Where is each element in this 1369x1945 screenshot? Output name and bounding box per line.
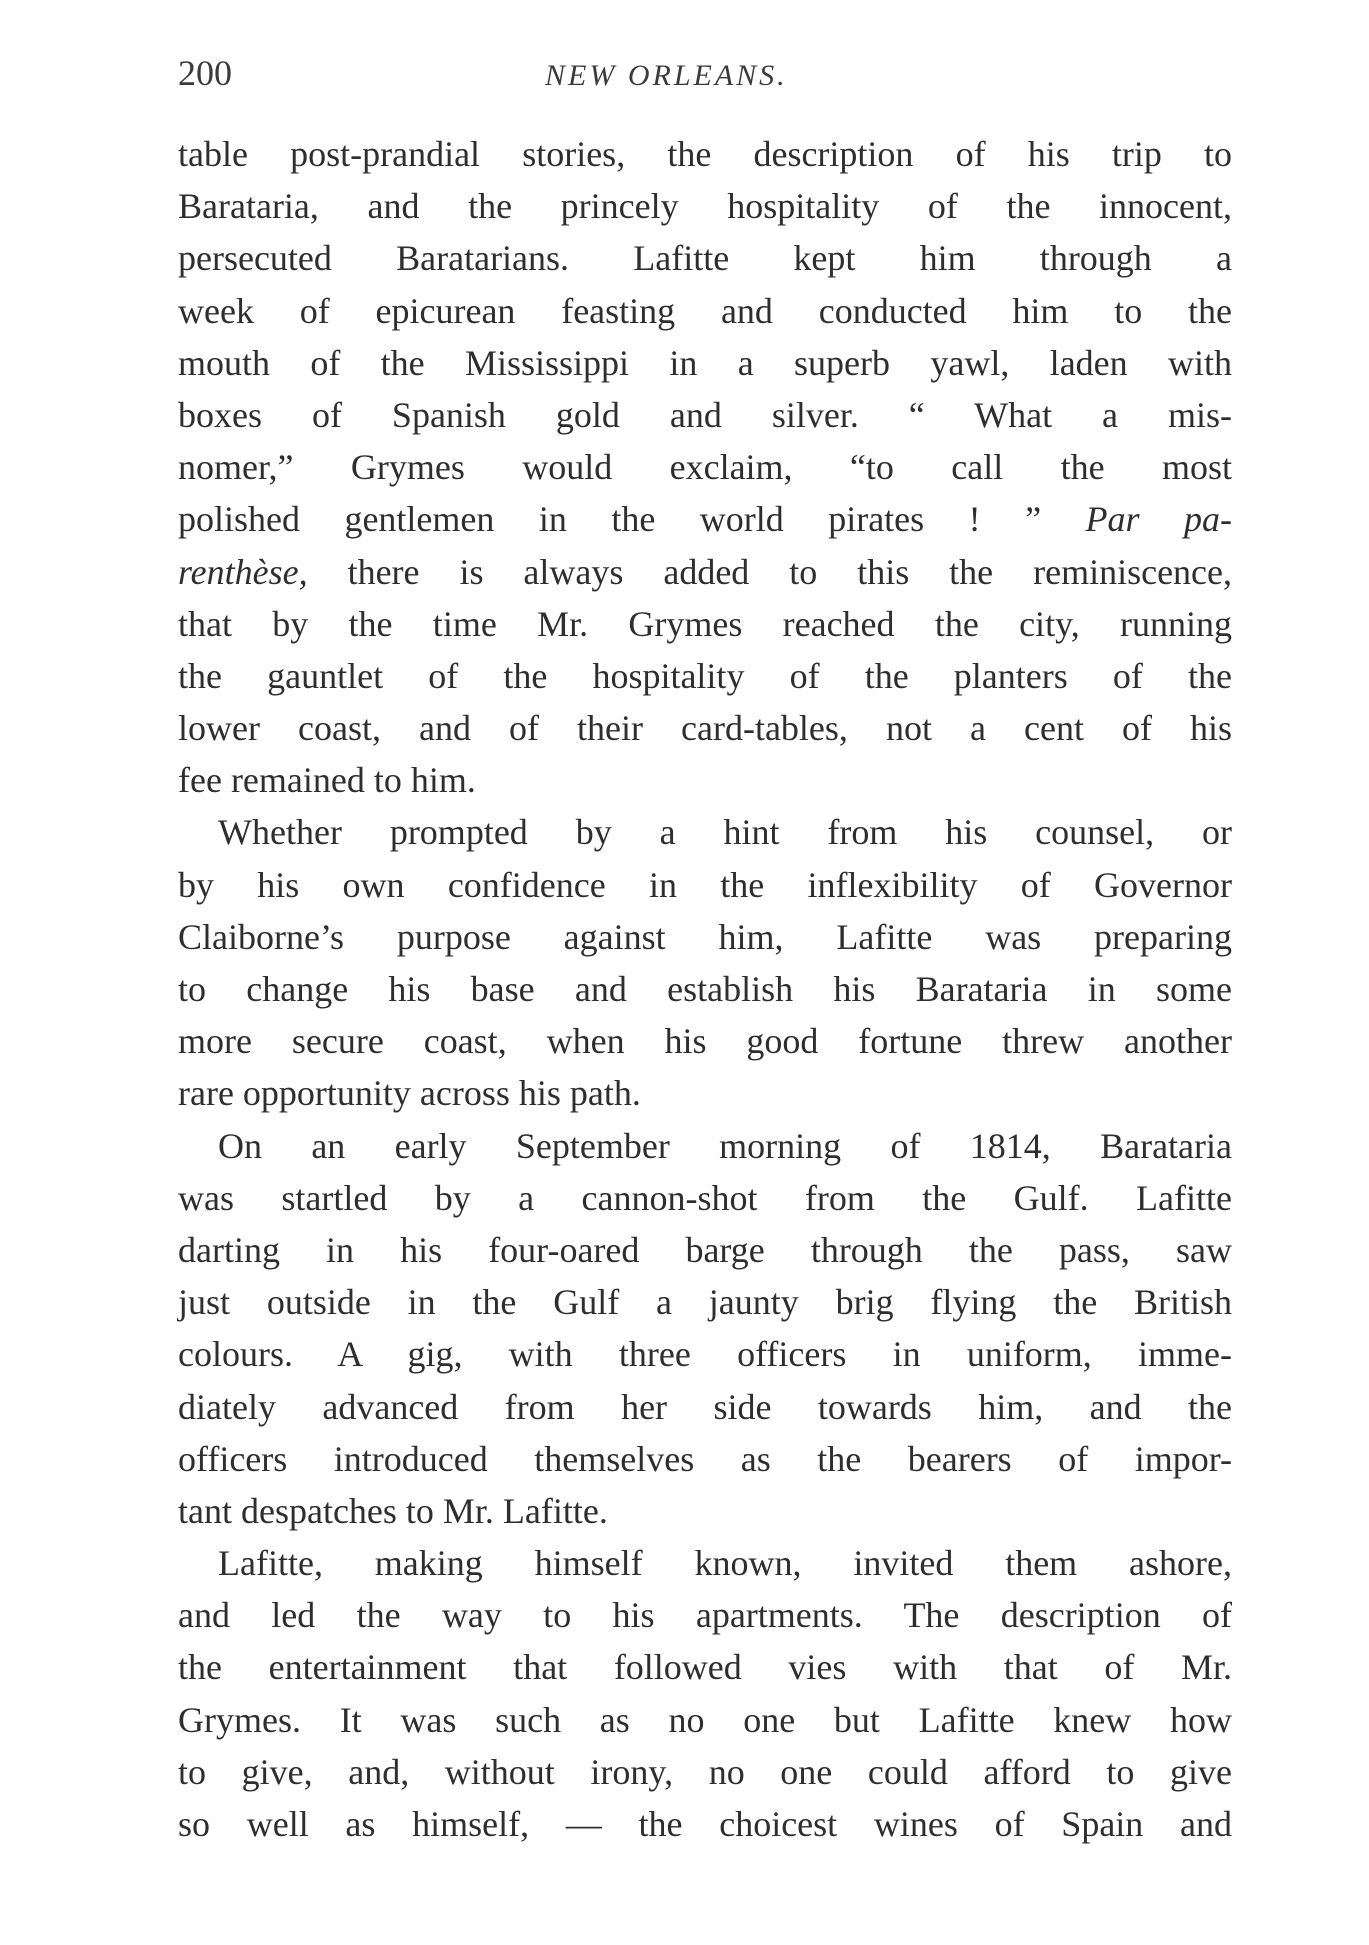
text-segment: there is always added to this the reminiscence, (347, 551, 1232, 592)
text-line: to give, and, without irony, no one could afford to give (178, 1751, 1232, 1792)
italic-phrase: Par pa- (1085, 499, 1232, 540)
text-line (178, 546, 1232, 598)
running-title: NEW ORLEANS. (545, 59, 788, 92)
text-line: week of epicurean feasting and conducted him to the (178, 290, 1232, 331)
text-line: boxes of Spanish gold and silver. “ What a mis- (178, 394, 1232, 435)
page-number: 200 (178, 53, 232, 93)
text-line: by his own confidence in the inflexibility of Governor (178, 864, 1232, 905)
body-text (178, 128, 1232, 1850)
text-line: was startled by a cannon-shot from the Gulf. Lafitte (178, 1177, 1232, 1218)
text-line: nomer,” Grymes would exclaim, “to call the most (178, 447, 1232, 488)
text-line: table post-prandial stories, the description of his trip to (178, 134, 1232, 174)
text-line: Whether prompted by a hint from his counsel, or (218, 812, 1232, 853)
text-line: just outside in the Gulf a jaunty brig flying the British (178, 1282, 1232, 1323)
text-line: the entertainment that followed vies with that of Mr. (178, 1647, 1232, 1688)
text-line: officers introduced themselves as the bearers of impor- (178, 1438, 1232, 1479)
running-head (178, 48, 1232, 98)
text-line: to change his base and establish his Barataria in some (178, 969, 1232, 1009)
text-line (178, 493, 1232, 545)
text-line: lower coast, and of their card-tables, not a cent of his (178, 708, 1232, 749)
text-line: persecuted Baratarians. Lafitte kept him through a (178, 238, 1232, 279)
text-line: rare opportunity across his path. (178, 1073, 641, 1114)
text-line: more secure coast, when his good fortune threw another (178, 1021, 1232, 1062)
text-line: Grymes. It was such as no one but Lafitte knew how (178, 1699, 1232, 1740)
text-line: and led the way to his apartments. The description of (178, 1595, 1232, 1636)
text-line: Claiborne’s purpose against him, Lafitte was preparing (178, 916, 1232, 957)
text-line: that by the time Mr. Grymes reached the city, running (178, 603, 1232, 644)
text-line: fee remained to him. (178, 760, 476, 801)
text-line: Lafitte, making himself known, invited them ashore, (218, 1543, 1232, 1584)
text-line: colours. A gig, with three officers in uniform, imme- (178, 1334, 1232, 1375)
text-line: so well as himself, — the choicest wines of Spain and (178, 1804, 1232, 1844)
text-segment: polished gentlemen in the world pirates ! ” (178, 499, 1042, 540)
text-line: tant despatches to Mr. Lafitte. (178, 1490, 608, 1531)
text-line: the gauntlet of the hospitality of the planters of the (178, 655, 1232, 696)
text-line: On an early September morning of 1814, Barataria (218, 1125, 1232, 1166)
text-line: mouth of the Mississippi in a superb yawl, laden with (178, 342, 1232, 383)
text-line: diately advanced from her side towards him, and the (178, 1386, 1232, 1427)
italic-phrase: renthèse, (178, 551, 308, 592)
text-line: darting in his four-oared barge through the pass, saw (178, 1229, 1232, 1270)
text-line: Barataria, and the princely hospitality of the innocent, (178, 186, 1232, 227)
